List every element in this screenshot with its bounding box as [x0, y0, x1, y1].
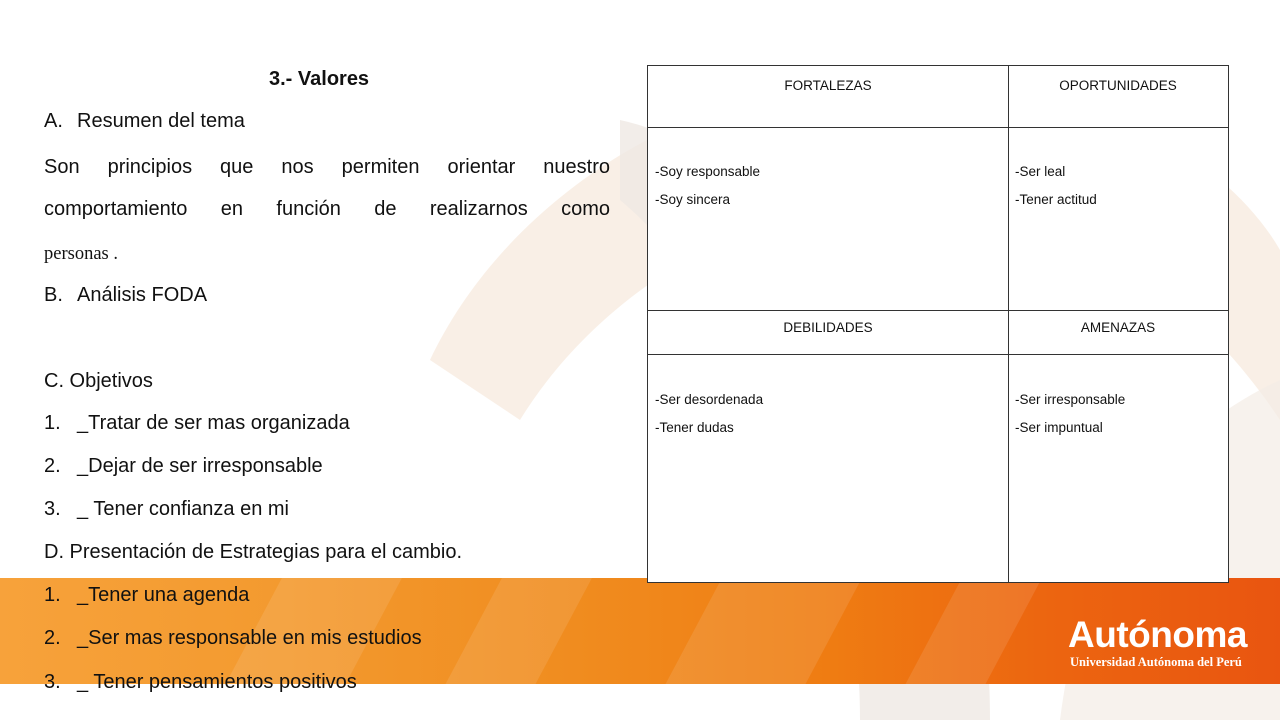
university-logo	[1068, 616, 1247, 670]
foda-oportunidad-item: -Ser leal	[1015, 164, 1066, 179]
summary-line-3: personas .	[44, 244, 118, 264]
foda-header-fortalezas: FORTALEZAS	[784, 78, 872, 93]
strategy-item: 2. _Ser mas responsable en mis estudios	[44, 627, 422, 649]
slide-title: 3.- Valores	[269, 68, 370, 90]
foda-header-debilidades: DEBILIDADES	[783, 320, 873, 335]
foda-row-divider	[648, 310, 1228, 311]
foda-amenaza-item: -Ser impuntual	[1015, 420, 1103, 435]
foda-oportunidad-item: -Tener actitud	[1015, 192, 1097, 207]
foda-amenaza-item: -Ser irresponsable	[1015, 392, 1126, 407]
strategy-item: 1. _Tener una agenda	[44, 584, 250, 606]
objective-item: 1. _Tratar de ser mas organizada	[44, 412, 350, 434]
section-d-heading: D. Presentación de Estrategias para el cambio.	[44, 541, 462, 563]
summary-line-2: comportamiento en función de realizarnos como	[44, 198, 610, 220]
objective-item: 2. _Dejar de ser irresponsable	[44, 455, 323, 477]
foda-header-oportunidades: OPORTUNIDADES	[1059, 78, 1177, 93]
logo-subtitle: Universidad Autónoma del Perú	[1070, 655, 1242, 669]
strategy-item: 3. _ Tener pensamientos positivos	[44, 671, 357, 693]
summary-line-1: Son principios que nos permiten orientar nuestro	[44, 156, 610, 178]
section-a-heading: A. Resumen del tema	[44, 110, 245, 132]
logo-name: Autónoma	[1068, 614, 1247, 655]
foda-row-divider	[648, 354, 1228, 355]
foda-fortaleza-item: -Soy responsable	[655, 164, 761, 179]
foda-debilidad-item: -Ser desordenada	[655, 392, 764, 407]
foda-header-amenazas: AMENAZAS	[1080, 320, 1156, 335]
section-b-heading: B. Análisis FODA	[44, 284, 208, 306]
foda-debilidad-item: -Tener dudas	[655, 420, 734, 435]
objective-item: 3. _ Tener confianza en mi	[44, 498, 289, 520]
foda-row-divider	[648, 127, 1228, 128]
section-c-heading: C. Objetivos	[44, 370, 153, 392]
foda-fortaleza-item: -Soy sincera	[655, 192, 731, 207]
foda-table	[647, 65, 1229, 583]
